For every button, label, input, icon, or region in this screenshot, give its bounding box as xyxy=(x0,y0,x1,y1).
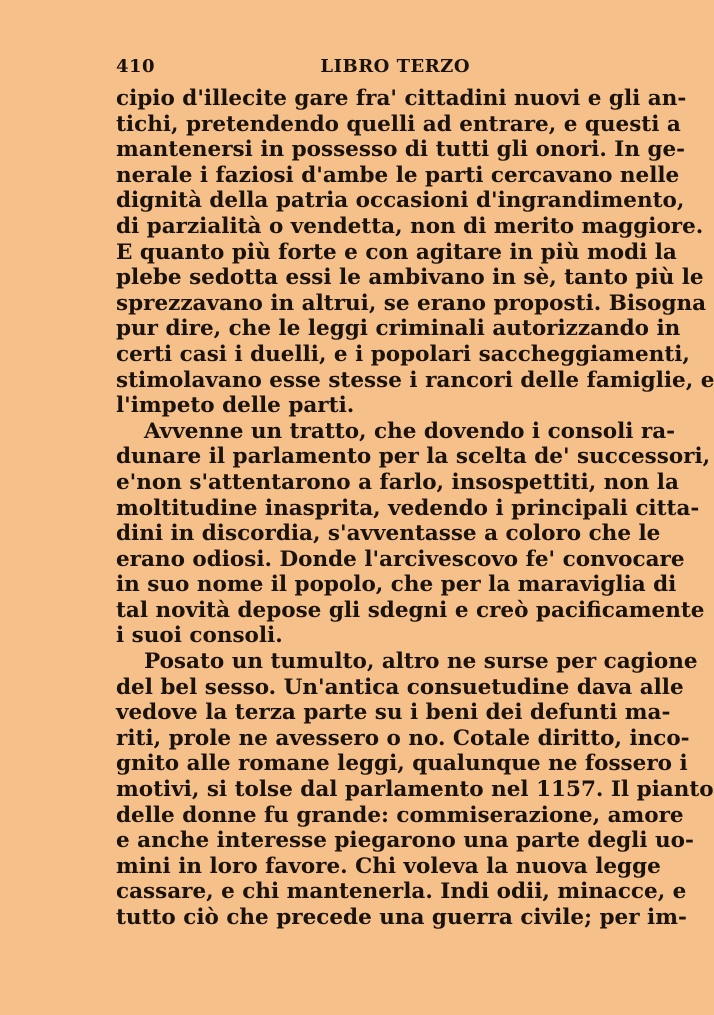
text-line: plebe sedotta essi le ambivano in sè, tanto più le xyxy=(116,265,704,291)
text-line: mini in loro favore. Chi voleva la nuova legge xyxy=(116,853,661,879)
running-title: LIBRO TERZO xyxy=(320,56,470,77)
text-line: gnito alle romane leggi, qualunque ne fossero i xyxy=(116,751,688,777)
text-line: vedove la terza parte su i beni dei defunti ma- xyxy=(116,700,671,726)
text-line: sprezzavano in altrui, se erano proposti. Bisogna xyxy=(116,290,707,316)
text-line: delle donne fu grande: commiserazione, amore xyxy=(116,802,684,828)
text-line: cassare, e chi mantenerla. Indi odii, minacce, e xyxy=(116,879,687,905)
text-line: di parzialità o vendetta, non di merito maggiore. xyxy=(116,213,704,239)
text-line: dignità della patria occasioni d'ingrandimento, xyxy=(116,188,685,214)
text-line: erano odiosi. Donde l'arcivescovo fe' convocare xyxy=(116,546,685,572)
text-line: tal novità depose gli sdegni e creò pacificamente xyxy=(116,597,705,623)
text-line: tutto ciò che precede una guerra civile; per im- xyxy=(116,905,687,930)
text-line: stimolavano esse stesse i rancori delle famiglie, e xyxy=(116,367,714,393)
page-number: 410 xyxy=(116,56,156,77)
text-line: e anche interesse piegarono una parte degli uo- xyxy=(116,828,694,854)
text-line: i suoi consoli. xyxy=(116,623,283,649)
text-line: dini in discordia, s'avventasse a coloro che le xyxy=(116,521,661,547)
text-line: del bel sesso. Un'antica consuetudine dava alle xyxy=(116,674,684,700)
text-line: riti, prole ne avessero o no. Cotale diritto, inco- xyxy=(116,725,690,751)
text-line: pur dire, che le leggi criminali autorizzando in xyxy=(116,316,681,342)
text-line: Avvenne un tratto, che dovendo i consoli ra- xyxy=(144,418,676,444)
text-line: mantenersi in possesso di tutti gli onori. In ge- xyxy=(116,137,686,163)
text-line: motivi, si tolse dal parlamento nel 1157. Il pianto xyxy=(116,777,714,803)
book-page xyxy=(116,56,714,931)
text-line: cipio d'illecite gare fra' cittadini nuovi e gli an- xyxy=(116,86,687,111)
text-line: in suo nome il popolo, che per la maraviglia di xyxy=(116,572,677,598)
text-line: e'non s'attentarono a farlo, insospettiti, non la xyxy=(116,469,679,495)
text-line: l'impeto delle parti. xyxy=(116,393,355,419)
text-line: dunare il parlamento per la scelta de' successori, xyxy=(116,444,711,470)
running-head xyxy=(116,56,636,86)
body-text xyxy=(116,86,714,931)
text-line: nerale i faziosi d'ambe le parti cercavano nelle xyxy=(116,162,680,188)
text-line: moltitudine inasprita, vedendo i principali citta- xyxy=(116,495,700,521)
text-line: Posato un tumulto, altro ne surse per cagione xyxy=(144,649,698,675)
text-line: tichi, pretendendo quelli ad entrare, e questi a xyxy=(116,111,681,137)
text-line: certi casi i duelli, e i popolari saccheggiamenti, xyxy=(116,341,690,367)
text-line: E quanto più forte e con agitare in più modi la xyxy=(116,239,677,265)
